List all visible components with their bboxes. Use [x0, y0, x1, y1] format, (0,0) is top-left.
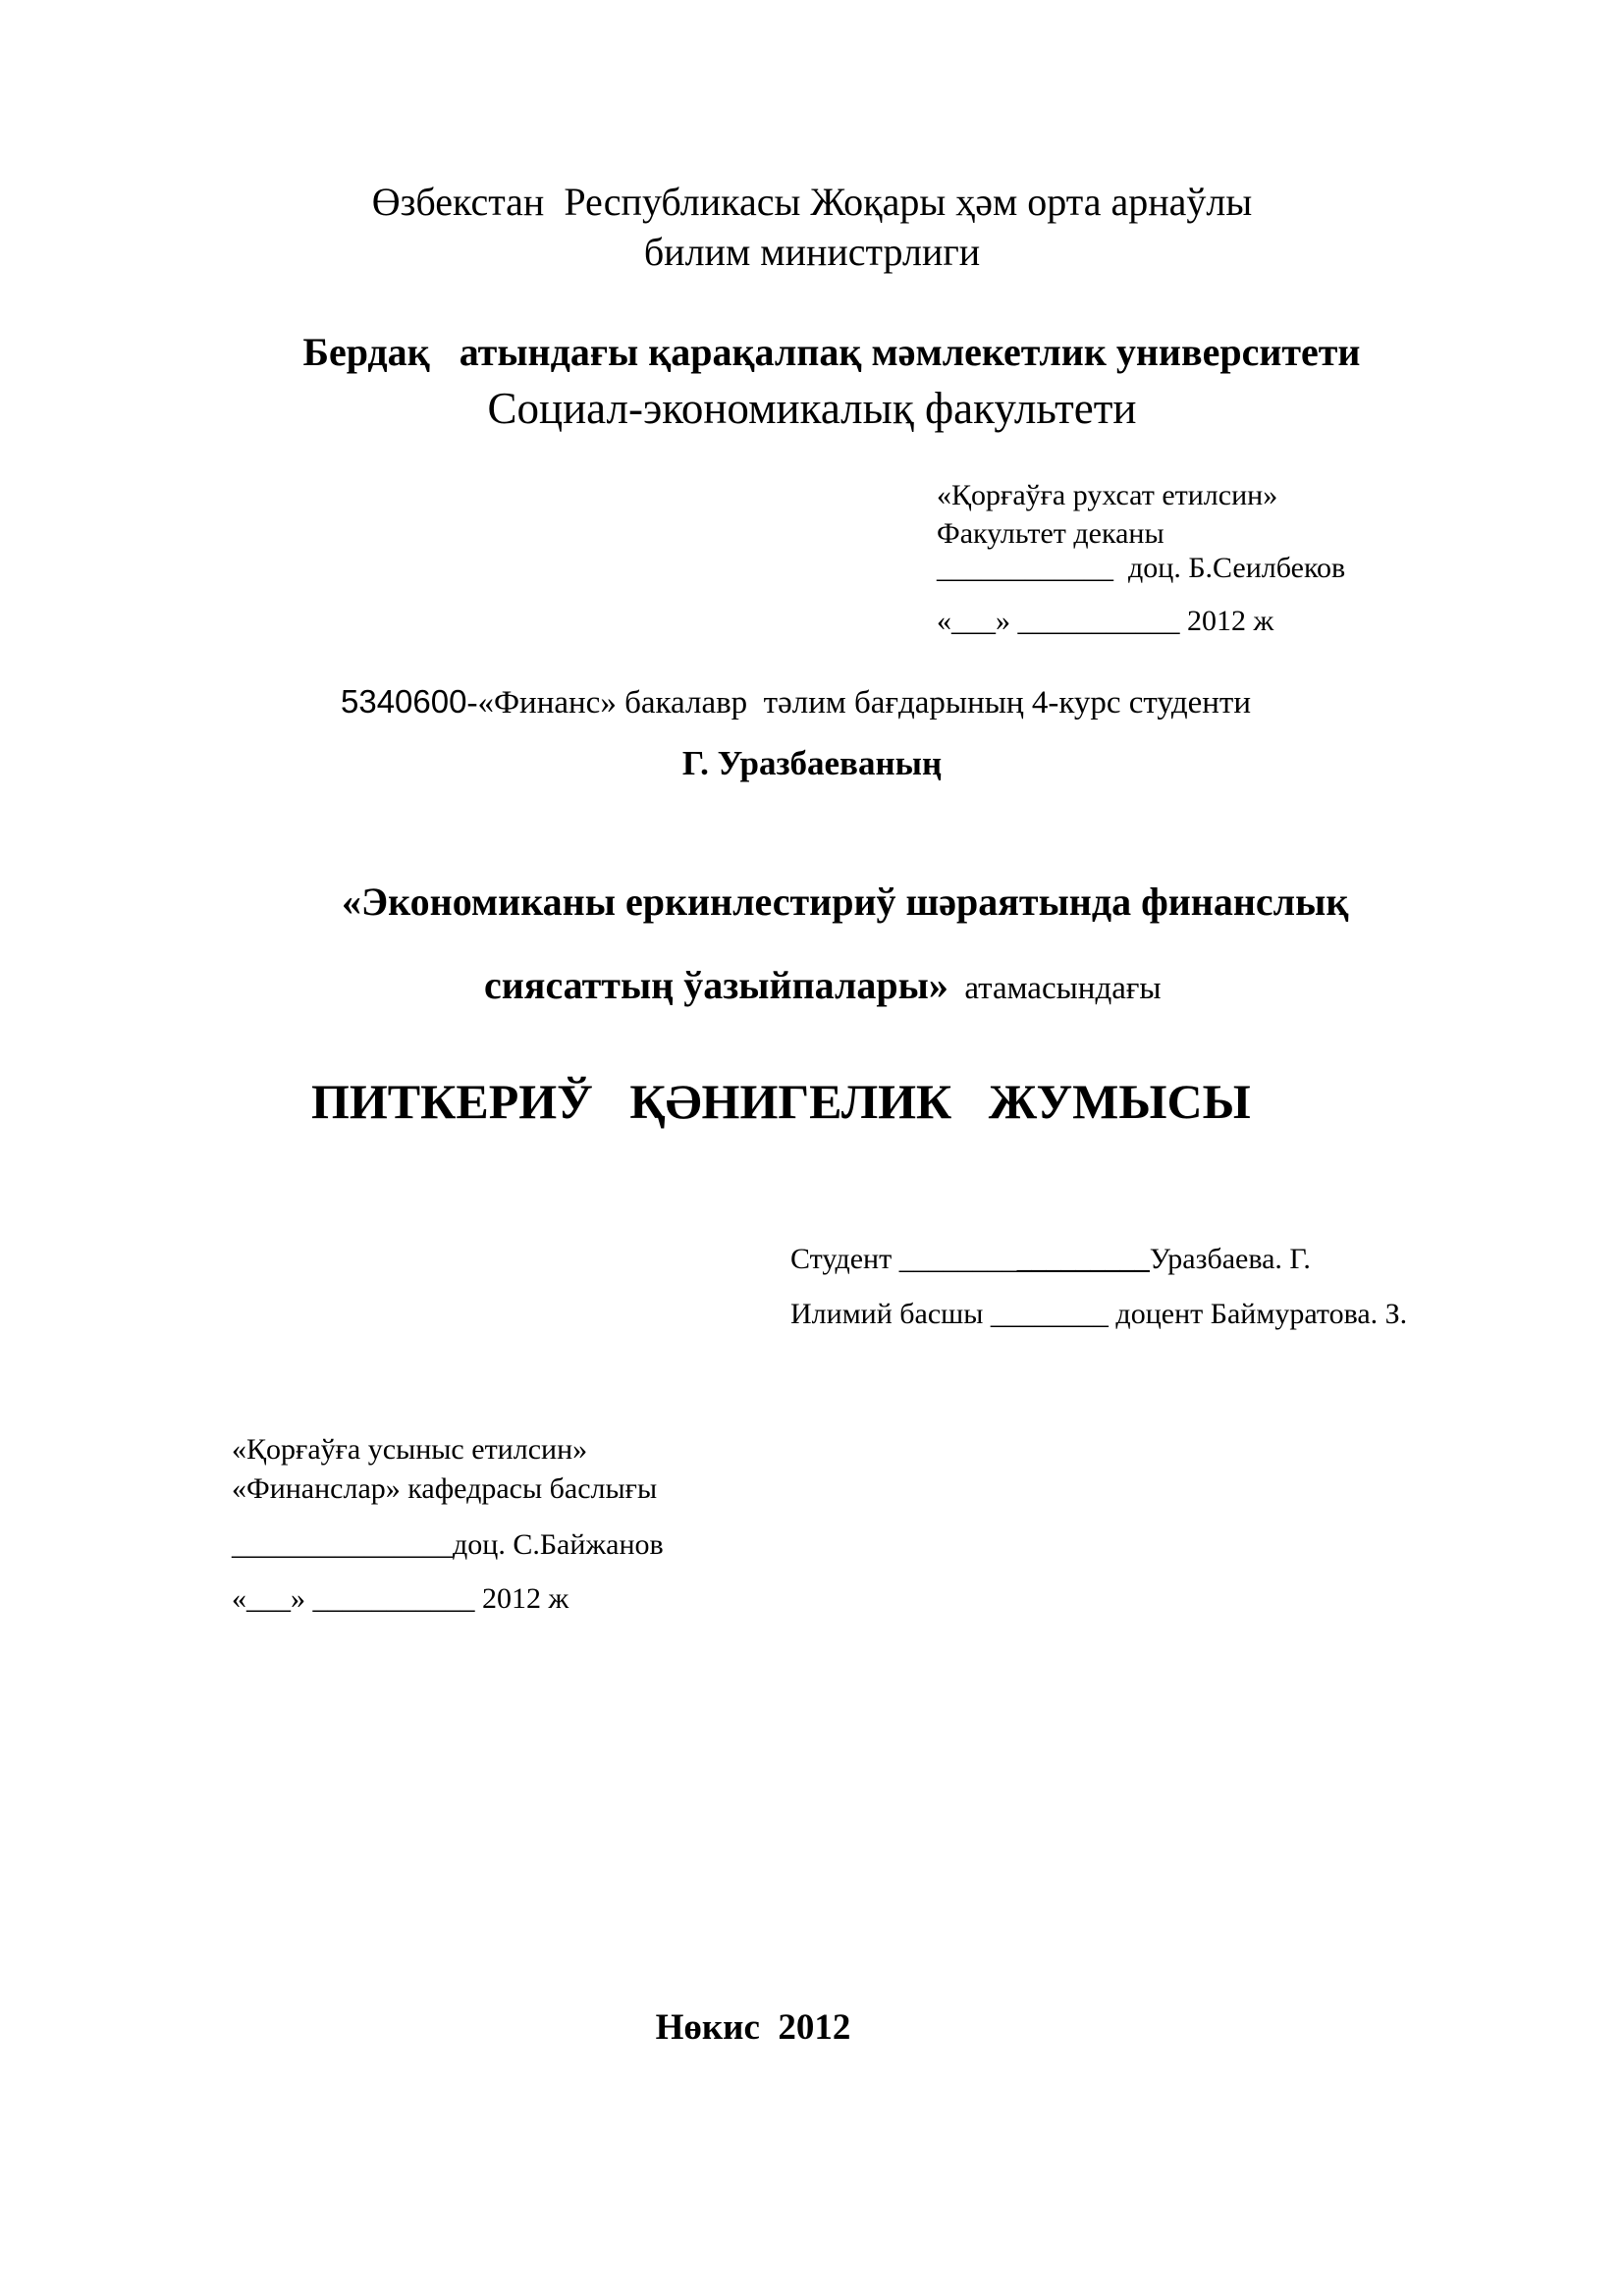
program-code: 5340600 — [341, 683, 467, 720]
student-signature-name: Уразбаева. Г. — [1149, 1243, 1311, 1275]
student-signature-blank-1: ________ — [898, 1243, 1017, 1275]
thesis-topic-line-2-text: сиясаттың ўазыйпалары» — [484, 963, 948, 1007]
dean-approval-line-2: Факультет деканы — [937, 517, 1164, 550]
dean-approval-line-1: «Қорғаўға рухсат етилсин» — [937, 479, 1278, 511]
supervisor-signature-line: Илимий басшы ________ доцент Баймуратова. З. — [790, 1298, 1408, 1330]
ministry-line-2: билим министрлиги — [643, 230, 981, 274]
student-name-genitive: Г. Уразбаеваның — [681, 744, 943, 782]
faculty-name: Социал-экономикалық факультети — [487, 384, 1137, 433]
program-rest: -«Финанс» бакалавр тәлим бағдарының 4-курс студенти — [466, 685, 1252, 721]
city-year: Нөкис 2012 — [655, 2007, 851, 2048]
thesis-topic-suffix: атамасындағы — [964, 971, 1162, 1006]
student-signature-line — [790, 1243, 1311, 1276]
department-approval-line-1: «Қорғаўға усыныс етилсин» — [232, 1433, 588, 1466]
dean-approval-line-3: ____________ доц. Б.Сеилбеков — [937, 552, 1346, 584]
dean-approval-date: «___» ___________ 2012 ж — [937, 605, 1274, 637]
thesis-topic-line-2 — [484, 962, 1162, 1008]
thesis-topic-line-1: «Экономиканы еркинлестириў шәраятында финанслық — [342, 880, 1349, 924]
department-approval-date: «___» ___________ 2012 ж — [232, 1582, 569, 1615]
student-signature-label: Студент — [790, 1243, 899, 1275]
university-name: Бердақ атындағы қарақалпақ мәмлекетлик университети — [302, 330, 1361, 374]
department-approval-line-2: «Финанслар» кафедрасы баслығы — [232, 1472, 658, 1505]
work-type-title: ПИТКЕРИЎ ҚӘНИГЕЛИК ЖУМЫСЫ — [311, 1074, 1251, 1129]
department-approval-line-3: _______________доц. С.Байжанов — [232, 1528, 664, 1561]
ministry-line-1: Өзбекстан Республикасы Жоқары ҳәм орта арнаўлы — [371, 180, 1253, 224]
student-signature-blank-2: _________ — [1016, 1243, 1150, 1275]
program-line — [341, 683, 1251, 721]
